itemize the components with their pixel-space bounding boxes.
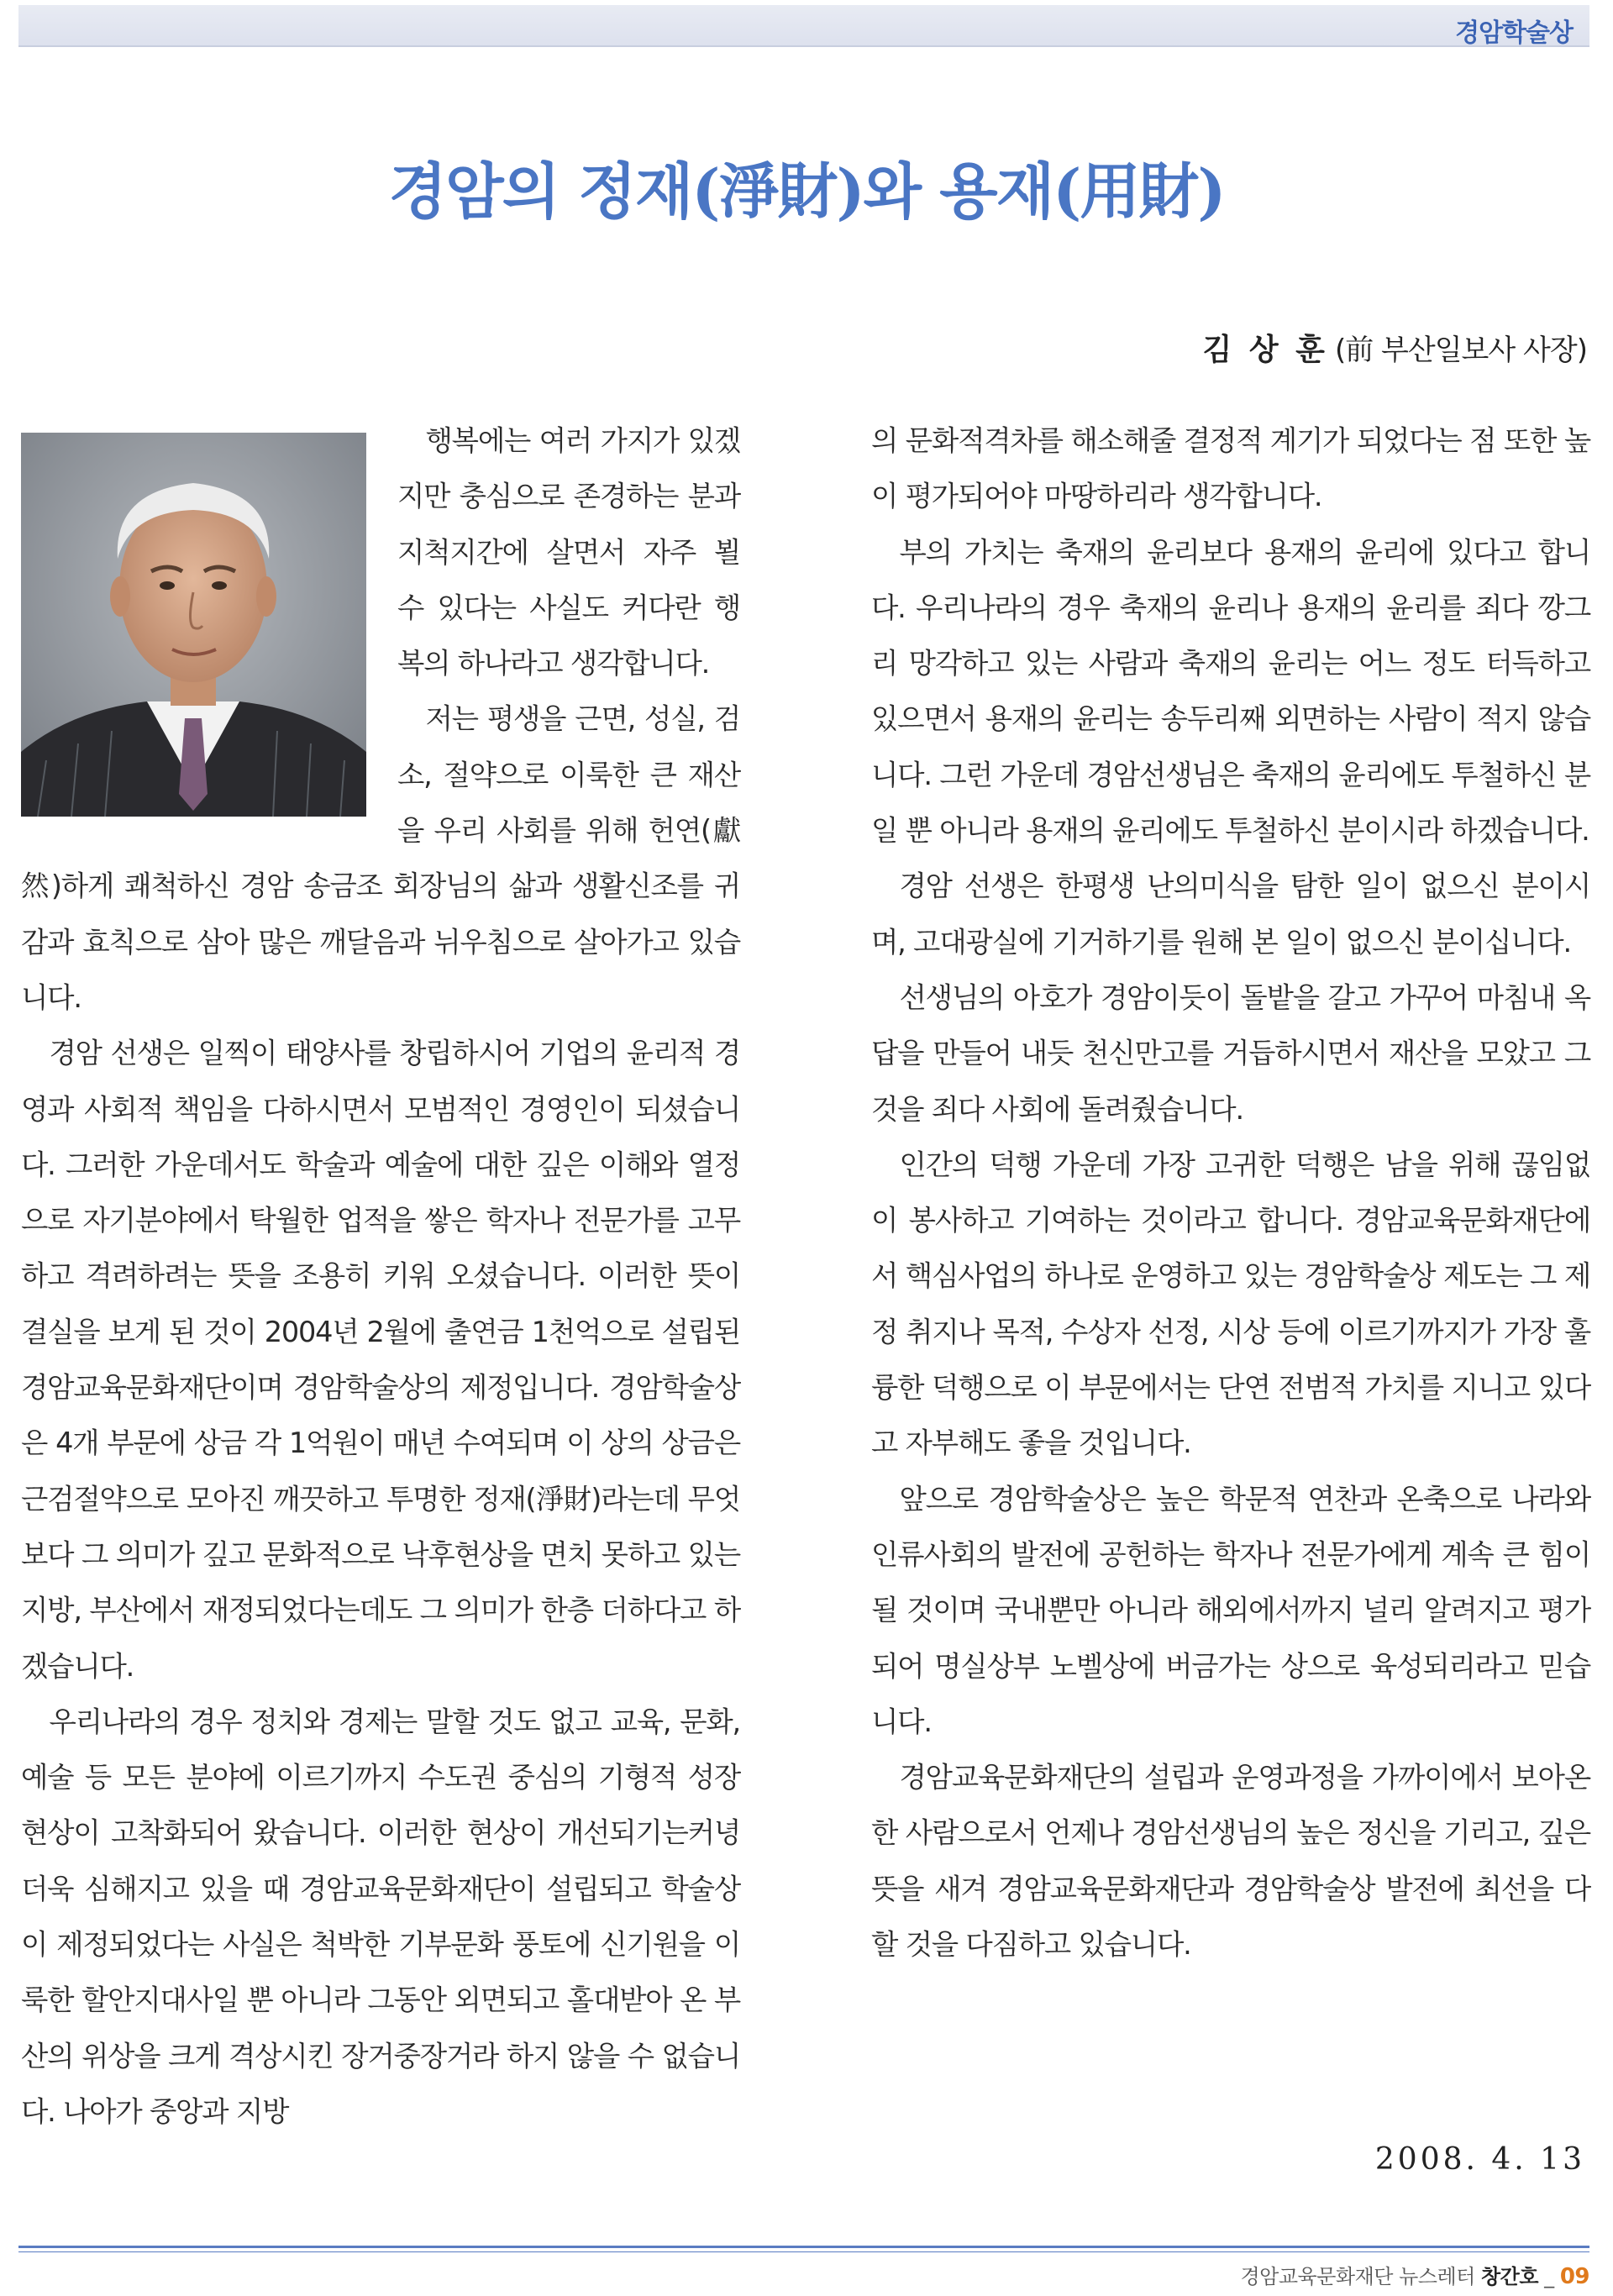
right-paragraph-5: 인간의 덕행 가운데 가장 고귀한 덕행은 남을 위해 끊임없이 봉사하고 기여하는 것이라고 합니다. 경암교육문화재단에서 핵심사업의 하나로 운영하고 있는 경암학술상 제도는 그 제정 취지나 목적, 수상자 선정, 시상 등에 이르기까지가 가장 훌륭한 덕행으로 이 부문에서는 단연 전범적 가치를 지니고 있다고 자부해도 좋을 것입니다. [871,1148,1590,1460]
author-affiliation: (前 부산일보사 사장) [1334,334,1587,367]
right-paragraph-1: 의 문화적격차를 해소해줄 결정적 계기가 되었다는 점 또한 높이 평가되어야 마땅하리라 생각합니다. [871,424,1590,513]
header-bar [18,5,1589,47]
right-paragraph-3: 경암 선생은 한평생 난의미식을 탐한 일이 없으신 분이시며, 고대광실에 기거하기를 원해 본 일이 없으신 분이십니다. [871,870,1590,959]
left-paragraph-2: 저는 평생을 근면, 성실, 검소, 절약으로 이룩한 큰 재산을 우리 사회를 위해 헌연(獻然)하게 쾌척하신 경암 송금조 회장님의 삶과 생활신조를 귀감과 효칙으로 삼아 많은 깨달음과 뉘우침으로 살아가고 있습니다. [21,702,740,1014]
author-name: 김 상 훈 [1202,333,1328,367]
footer-issue: 창간호 [1480,2265,1539,2288]
footer-rule [18,2246,1589,2252]
right-column [871,413,1590,1973]
section-title: 경암학술상 [1455,18,1573,48]
footer-separator: _ [1538,2265,1560,2288]
footer [1241,2260,1590,2289]
article-date: 2008. 4. 13 [1374,2142,1585,2177]
footer-publication: 경암교육문화재단 뉴스레터 [1240,2265,1475,2288]
article-title: 경암의 정재(淨財)와 용재(用財) [388,155,1225,227]
photo-spacer [21,413,397,832]
left-paragraph-3: 경암 선생은 일찍이 태양사를 창립하시어 기업의 윤리적 경영과 사회적 책임을 다하시면서 모범적인 경영인이 되셨습니다. 그러한 가운데서도 학술과 예술에 대한 깊은 이해와 열정으로 자기분야에서 탁월한 업적을 쌓은 학자나 전문가를 고무하고 격려하려는 뜻을 조용히 키워 오셨습니다. 이러한 뜻이 결실을 보게 된 것이 2004년 2월에 출연금 1천억으로 설립된 경암교육문화재단이며 경암학술상의 제정입니다. 경암학술상은 4개 부문에 상금 각 1억원이 매년 수여되며 이 상의 상금은 근검절약으로 모아진 깨끗하고 투명한 정재(淨財)라는데 무엇보다 그 의미가 깊고 문화적으로 낙후현상을 면치 못하고 있는 지방, 부산에서 재정되었다는데도 그 의미가 한층 더하다고 하겠습니다. [21,1037,740,1683]
left-paragraph-4: 우리나라의 경우 정치와 경제는 말할 것도 없고 교육, 문화, 예술 등 모든 분야에 이르기까지 수도권 중심의 기형적 성장 현상이 고착화되어 왔습니다. 이러한 현상이 개선되기는커녕 더욱 심해지고 있을 때 경암교육문화재단이 설립되고 학술상이 제정되었다는 사실은 척박한 기부문화 풍토에 신기원을 이룩한 할안지대사일 뿐 아니라 그동안 외면되고 홀대받아 온 부산의 위상을 크게 격상시킨 장거중장거라 하지 않을 수 없습니다. 나아가 중앙과 지방 [21,1705,740,2128]
right-paragraph-4: 선생님의 아호가 경암이듯이 돌밭을 갈고 가꾸어 마침내 옥답을 만들어 내듯 천신만고를 거듭하시면서 재산을 모았고 그것을 죄다 사회에 돌려줬습니다. [871,980,1590,1126]
left-column [21,413,740,2140]
byline [1203,326,1587,369]
right-paragraph-2: 부의 가치는 축재의 윤리보다 용재의 윤리에 있다고 합니다. 우리나라의 경우 축재의 윤리나 용재의 윤리를 죄다 깡그리 망각하고 있는 사람과 축재의 윤리는 어느 정도 터득하고 있으면서 용재의 윤리는 송두리째 외면하는 사람이 적지 않습니다. 그런 가운데 경암선생님은 축재의 윤리에도 투철하신 분일 뿐 아니라 용재의 윤리에도 투철하신 분이시라 하겠습니다. [871,535,1590,848]
page-number: 09 [1559,2264,1589,2289]
left-paragraph-1: 행복에는 여러 가지가 있겠지만 충심으로 존경하는 분과 지척지간에 살면서 자주 뵐 수 있다는 사실도 커다란 행복의 하나라고 생각합니다. [397,424,740,680]
right-paragraph-6: 앞으로 경암학술상은 높은 학문적 연찬과 온축으로 나라와 인류사회의 발전에 공헌하는 학자나 전문가에게 계속 큰 힘이 될 것이며 국내뿐만 아니라 해외에서까지 널리 알려지고 평가되어 명실상부 노벨상에 버금가는 상으로 육성되리라고 믿습니다. [871,1482,1590,1738]
right-paragraph-7: 경암교육문화재단의 설립과 운영과정을 가까이에서 보아온 한 사람으로서 언제나 경암선생님의 높은 정신을 기리고, 깊은 뜻을 새겨 경암교육문화재단과 경암학술상 발전에 최선을 다 할 것을 다짐하고 있습니다. [871,1761,1590,1962]
